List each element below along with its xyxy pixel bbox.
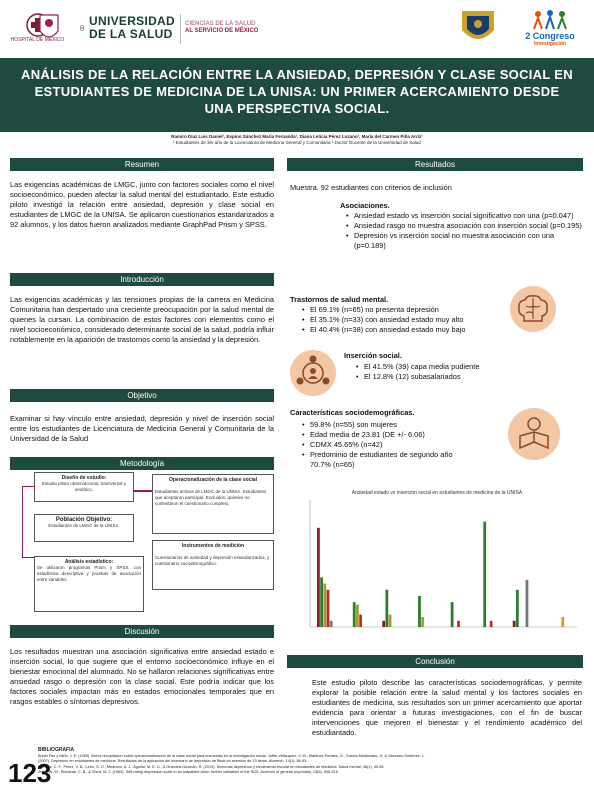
asociacion-item: • Ansiedad estado vs inserción social significativo con una (p=0.047) <box>354 211 582 221</box>
resumen-header: Resumen <box>10 158 274 171</box>
method-analysis-box <box>34 556 144 612</box>
asociaciones-list <box>344 211 582 251</box>
introduccion-header: Introducción <box>10 273 274 286</box>
asociaciones-title: Asociaciones. <box>340 201 390 210</box>
method-design-title: Diseño de estudio: <box>61 475 107 481</box>
resultados-intro: Muestra. 92 estudiantes con criterios de inclusión <box>290 183 452 192</box>
socio-title: Características sociodemográficas. <box>290 408 415 417</box>
chart-bar <box>483 522 486 627</box>
bibliography-entry: (2007). Depresión en estudiantes de medicina. Resultados de la aplicación del inventario de depresión de Beck en aversión de 13 items. Alcmeon, 14(1), 86-93. <box>38 759 308 764</box>
unisa-logo <box>80 6 175 50</box>
poster-title: ANÁLISIS DE LA RELACIÓN ENTRE LA ANSIEDAD, DEPRESIÓN Y CLASE SOCIAL EN ESTUDIANTES DE MEDICINA DE LA UNISA: UN PRIMER ACERCAMIENTO DESDE UNA PERSPECTIVA SOCIAL. <box>21 67 573 116</box>
trastornos-title: Trastornos de salud mental. <box>290 295 389 304</box>
method-instruments-box <box>152 540 274 590</box>
chart-bar <box>457 621 460 627</box>
objetivo-header: Objetivo <box>10 389 274 402</box>
socio-item: • Edad media de 23.81 (DE +/- 6.06) <box>310 430 470 440</box>
title-banner <box>0 58 594 132</box>
trastorno-item: • El 40.4% (n=38) con ansiedad estado muy bajo <box>310 325 510 335</box>
hospital-logo-text: HOSPITAL DE MÉXICO <box>10 37 65 44</box>
unam-logo <box>455 6 501 50</box>
bibliography <box>38 748 588 776</box>
method-design-box <box>34 472 134 502</box>
socio-item: • CDMX 45.65% (n=42) <box>310 440 470 450</box>
chart-bar <box>526 580 529 627</box>
socio-item: • Predominio de estudiantes de segundo año 70.7% (n=65) <box>310 450 470 470</box>
chart-bar <box>356 605 359 627</box>
asociacion-item: • Depresión vs inserción social no muestra asociación con una (p=0.189) <box>354 231 582 251</box>
insercion-list <box>354 362 554 382</box>
method-population-title: Población Objetivo: <box>55 517 113 523</box>
trastornos-list <box>300 305 510 335</box>
congress-line2: Investigación <box>534 41 566 47</box>
chart-bar <box>359 615 362 627</box>
bibliography-entry: Zung, W. W., Richards, C. B., & Short, M. J. (1965). Self-rating depression scale in an outpatient clinic: further validation of the SDS. Archives of general psychiatry, 13(6), 508-515 <box>38 770 338 775</box>
results-bar-chart <box>292 485 582 645</box>
method-operational-box <box>152 474 274 534</box>
page-number: 123 <box>8 758 52 788</box>
metodologia-header: Metodología <box>10 457 274 470</box>
crest-icon <box>38 11 60 45</box>
author-affiliations: ¹ Estudiantes de 3er año de la Licenciatura de Medicina General y Comunitaria ² Doctor Docente de la Universidad de Salud <box>173 140 421 145</box>
socio-list <box>300 420 470 470</box>
chart-bar <box>317 528 320 627</box>
crest-logo <box>38 6 68 50</box>
chart-bar <box>382 621 385 627</box>
unisa-emblem-icon <box>80 16 84 40</box>
bibliography-entry: Breilh Paz y Miño, J. E. (1989). Breve recopilación sobre operacionalización de la clase social para encuestas en la investigación social. Joffre-Velázquez, V. M., Martínez-Perales, G., García-Maldonado, G. & Sánchez-Gutiérrez, L. <box>38 753 426 758</box>
brain-icon <box>510 286 556 332</box>
chart-bar <box>513 621 516 627</box>
resumen-text: Las exigencias académicas de LMGC, junto con factores sociales como el nivel socioeconómico, pueden afectar la salud mental del estudiantado. Este estudio piloto investigó la relación entre ansiedad, depresión y clase social en estudiantes de LMGC de la UNISA. Se aplicaron cuestionarios estandarizados a 92 alumnos, y los datos fueron analizados mediante GraphPad Prism y SPSS. <box>10 180 274 229</box>
method-operational-title: Operacionalización de la clase social <box>168 477 258 483</box>
social-network-icon <box>290 350 336 396</box>
trastorno-item: • El 69.1% (n=65) no presenta depresión <box>310 305 510 315</box>
univ-line1: UNIVERSIDAD <box>89 14 175 29</box>
method-connector <box>134 490 152 492</box>
chart-bar <box>389 615 392 627</box>
reading-person-icon <box>508 408 560 460</box>
method-analysis-title: Análisis estadístico: <box>64 559 114 565</box>
univ-line2: DE LA SALUD <box>89 27 173 41</box>
chart-bar <box>418 596 421 627</box>
socio-item: • 59.8% (n=55) son mujeres <box>310 420 470 430</box>
unam-shield-icon <box>459 8 497 48</box>
gov-logo <box>185 6 275 50</box>
chart-bar <box>323 584 326 627</box>
chart-bar <box>353 602 356 627</box>
insercion-item: • El 41.5% (39) capa media pudiente <box>364 362 554 372</box>
trastorno-item: • El 35.1% (n=33) con ansiedad estado muy alto <box>310 315 510 325</box>
gov-line1: CIENCIAS DE LA SALUD <box>185 20 256 27</box>
chart-bar <box>516 590 519 627</box>
conclusion-text: Este estudio piloto describe las características sociodemográficas, y permite explorar la posible relación entre la salud mental y los factores sociales en estudiantes de medicina, sus resultados son un primer acercamiento que aportar evidencia para orientar a futuras investigaciones, con el fin de buscar intervenciones que mejoren el bienestar y el rendimiento académico del estudiantado. <box>312 678 582 737</box>
method-design-text: Estudio piloto observacional, transversal y analítico. <box>41 481 127 492</box>
method-analysis-text: Se utilizaron programas Prism y SPSS, con estadística descriptiva y pruebas de asociación entre variables. <box>37 565 141 582</box>
objetivo-text: Examinar si hay vínculo entre ansiedad, depresión y nivel de inserción social entre los estudiantes de Licenciatura de Medicina General y Comunitaria de la Universidad de la Salud <box>10 414 274 443</box>
author-names: Ramiro Díaz Luis Daniel¹, Espino Sánchez María Fernanda¹, Diana Leticia Pérez Lozano², María del Carmen Piña Arriz² <box>171 134 423 139</box>
chart-bar <box>327 590 330 627</box>
congress-line1: 2 Congreso <box>525 31 575 41</box>
chart-bar <box>451 602 454 627</box>
chart-bar <box>330 621 333 627</box>
congress-figures-icon <box>530 9 570 31</box>
congress-logo <box>510 6 590 50</box>
method-population-box <box>34 514 134 542</box>
discusion-text: Los resultados muestran una asociación significativa entre ansiedad estado e inserción social, lo que sugiere que el entorno socioeconómico influye en el bienestar emocional del alumnado. No se hallaron relaciones significativas entre ansiedad rasgo o depresión con la clase social. Este podría indicar que los factores sociales impactan más en estados emocionales temporales que en rasgos estables o síntomas depresivos. <box>10 647 274 706</box>
header-divider <box>180 14 181 44</box>
insercion-item: • El 12.8% (12) subasalariados <box>364 372 554 382</box>
resultados-header: Resultados <box>287 158 583 171</box>
conclusion-header: Conclusión <box>287 655 583 668</box>
chart-bar <box>490 621 493 627</box>
bibliography-entry: Morales, C. F., Pérez, V. B., Leόn, S. O., Medrano, A. J., Aguilar, M. E. U., & Guevara-Guzmán, R. (2013). Síntomas depresivos y rendimiento escolar en estudiantes de Medicina. Salud mental, 36(1), 59-65. <box>38 764 385 769</box>
method-instruments-text: Cuestionarios de ansiedad y depresión estandarizados, y cuestionario sociodemográfico. <box>155 555 270 566</box>
chart-bar <box>320 577 323 627</box>
chart-bar <box>561 617 564 627</box>
method-population-text: Estudiantes de LMGC de la UNISA. <box>48 523 120 528</box>
chart-bar <box>385 590 388 627</box>
discusion-header: Discusión <box>10 625 274 638</box>
bibliography-title: BIBLIOGRAFIA <box>38 747 75 753</box>
method-instruments-title: Instrumentos de medición <box>181 543 245 549</box>
chart-bar <box>421 617 424 627</box>
authors-block <box>20 134 574 146</box>
introduccion-text: Las exigencias académicas y las tensiones propias de la carrera en Medicina Comunitaria han despertado una creciente preocupación por la salud mental de quienes la cursan. La combinación de estos factores con elementos como el nivel socioeconómico, considerado determinante social de la salud, podría influir notablemente en la aparición de trastornos como la ansiedad y la depresión. <box>10 295 274 344</box>
insercion-title: Inserción social. <box>344 351 402 360</box>
gov-line2: AL SERVICIO DE MÉXICO <box>185 28 259 34</box>
chart-title: Ansiedad estado vs inserción social en estudiantes de medicina de la UNISA <box>351 490 523 496</box>
asociacion-item: • Ansiedad rasgo no muestra asociación con inserción social (p=0.195) <box>354 221 582 231</box>
method-operational-text: Estudiantes activos de LMGC de la UNISA. Estudiantes que aceptaron participar. Excluidos: quienes no contestaron el cuestionario completo. <box>155 489 267 506</box>
